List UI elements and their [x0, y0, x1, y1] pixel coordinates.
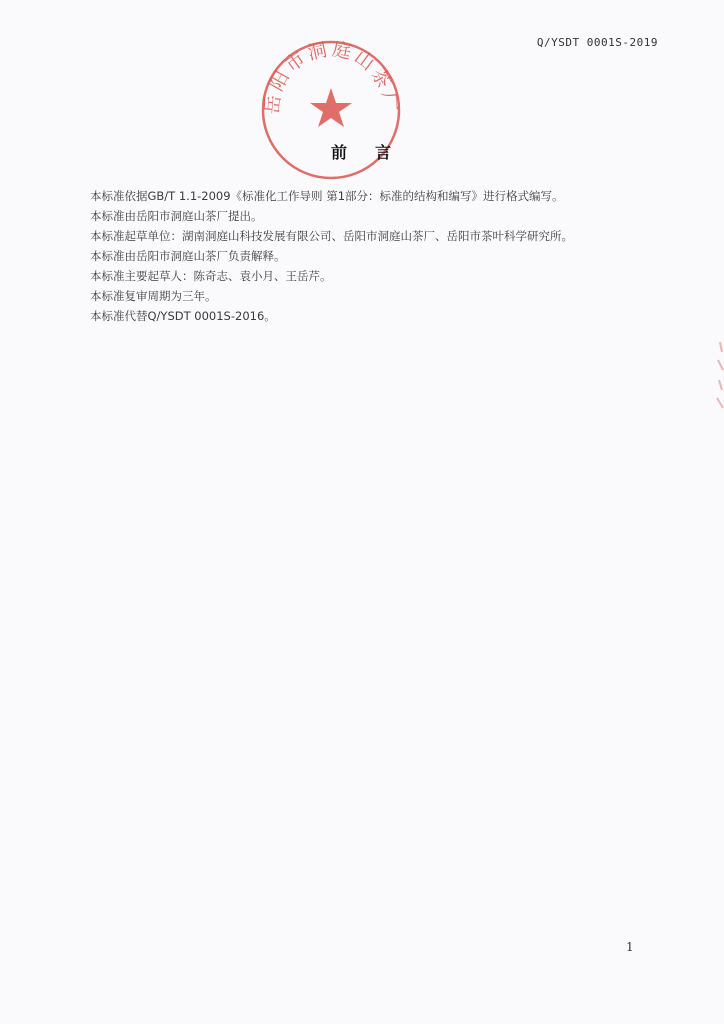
star-icon: [310, 88, 352, 127]
page-title: [0, 140, 724, 163]
paragraph: 本标准起草单位：湖南洞庭山科技发展有限公司、岳阳市洞庭山茶厂、岳阳市茶叶科学研究所。: [90, 229, 573, 243]
document-code: Q/YSDT 0001S-2019: [536, 36, 658, 49]
paragraph: 本标准代替Q/YSDT 0001S-2016。: [90, 309, 276, 323]
title-char-2: 言: [375, 143, 394, 162]
paragraph: 本标准复审周期为三年。: [90, 289, 217, 303]
paragraph: 本标准依据GB/T 1.1-2009《标准化工作导则 第1部分：标准的结构和编写》进行格式编写。: [90, 189, 564, 203]
paragraph: 本标准由岳阳市洞庭山茶厂提出。: [90, 209, 263, 223]
svg-text:岳阳市洞庭山茶厂: 岳阳市洞庭山茶厂: [261, 38, 401, 116]
page-number: 1: [626, 940, 634, 954]
paragraph: 本标准主要起草人：陈奇志、袁小月、王岳芹。: [90, 269, 332, 283]
foreword-body: [90, 186, 650, 326]
edge-stamp-fragment: [712, 340, 724, 412]
title-char-1: 前: [330, 143, 349, 162]
paragraph: 本标准由岳阳市洞庭山茶厂负责解释。: [90, 249, 286, 263]
